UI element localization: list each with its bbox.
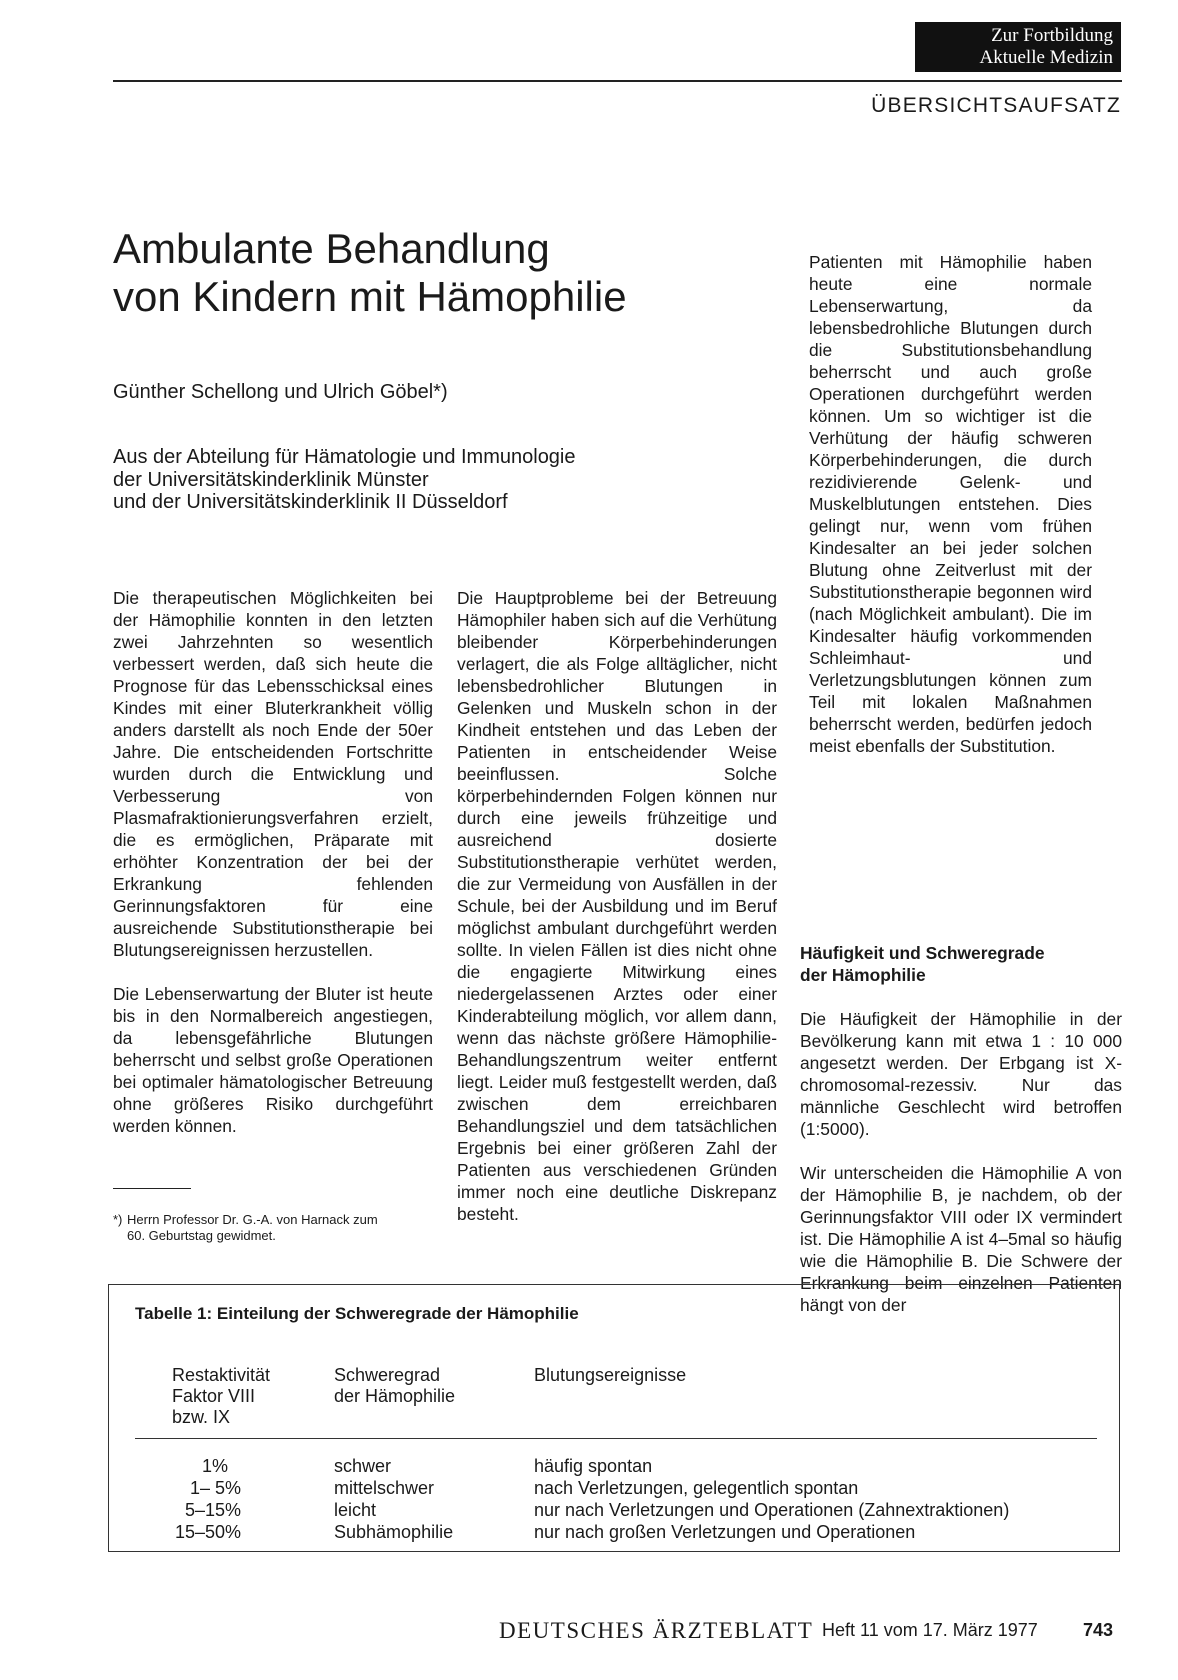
- issue-info: Heft 11 vom 17. März 1977: [822, 1620, 1038, 1640]
- activity-cell: 5–15%: [184, 1500, 241, 1520]
- activity-cell: 1– 5%: [189, 1478, 241, 1498]
- grade-cell: leicht: [334, 1500, 377, 1520]
- rubric-line-1: Zur Fortbildung: [991, 25, 1113, 46]
- affiliation: [113, 446, 576, 514]
- paragraph: Wir unterscheiden die Hämophilie A von der Hämophilie B, je nachdem, ob der Gerinnungsfaktor VIII oder IX vermindert ist. Die Hämophilie A ist 4–5mal so häufig wie die Hämophilie B. Die Schwere der Erkrankung beim einzelnen Patienten hängt von der: [800, 1163, 1122, 1315]
- section-heading: [800, 942, 1122, 986]
- table-row: [0, 1477, 1178, 1499]
- body-column-2: [457, 587, 777, 1225]
- table-rule: [135, 1438, 1097, 1439]
- body-column-4: [800, 942, 1122, 1316]
- paragraph: Die Lebenserwartung der Bluter ist heute bis in den Normalbereich angestiegen, da lebensgefährliche Blutungen beherrscht und selbst große Operationen bei optimaler hämatologischer Betreuung ohne größeres Risiko durchgeführt werden können.: [113, 984, 433, 1136]
- title-line-1: Ambulante Behandlung: [113, 225, 550, 272]
- section-label: ÜBERSICHTSAUFSATZ: [871, 94, 1121, 117]
- paragraph: Die Häufigkeit der Hämophilie in der Bevölkerung kann mit etwa 1 : 10 000 angesetzt werden. Der Erbgang ist X-chromosomal-rezessiv. Nur das männliche Geschlecht wird betroffen (1:5000).: [800, 1009, 1122, 1139]
- footnote-marker: *): [113, 1212, 123, 1227]
- activity-cell: 15–50%: [174, 1522, 241, 1542]
- summary-column: [809, 251, 1092, 757]
- rubric-badge: [915, 22, 1121, 72]
- paragraph: Die Hauptprobleme bei der Betreuung Hämophiler haben sich auf die Verhütung bleibender Körperbehinderungen verlagert, die als Folge alltäglicher, nicht lebensbedrohlicher Blutungen in Gelenken und Muskeln schon in der Kindheit entstehen und das Leben der Patienten in entscheidender Weise beeinflussen. Solche körperbehindernden Folgen können nur durch eine jeweils frühzeitige und ausreichend dosierte Substitutionstherapie verhütet werden, die zur Vermeidung von Ausfällen in der Schule, bei der Ausbildung und im Beruf möglichst ambulant durchgeführt werden sollte. In vielen Fällen ist dies nicht ohne die engagierte Mitwirkung eines niedergelassenen Arztes oder einer Kinderabteilung möglich, vor allem dann, wenn das nächste größere Hämophilie-Behandlungszentrum weiter entfernt liegt. Leider muß festgestellt werden, daß zwischen dem erreichbaren Behandlungsziel und dem tatsächlichen Ergebnis bei einer größeren Zahl der Patienten aus verschiedenen Gründen immer noch eine deutliche Diskrepanz besteht.: [457, 588, 777, 1224]
- header-line: Faktor VIII: [172, 1386, 256, 1406]
- table-row: [0, 1499, 1178, 1521]
- grade-cell: schwer: [334, 1456, 392, 1476]
- heading-line-1: Häufigkeit und Schweregrade: [800, 943, 1045, 963]
- events-cell: häufig spontan: [534, 1456, 653, 1476]
- journal-name: DEUTSCHES ÄRZTEBLATT: [499, 1618, 814, 1643]
- paragraph: Die therapeutischen Möglichkeiten bei der Hämophilie konnten in den letzten zwei Jahrzehnten so wesentlich verbessert werden, daß sich heute die Prognose für das Lebensschicksal eines Kindes mit einer Bluterkrankheit völlig anders darstellt als noch Ende der 50er Jahre. Die entscheidenden Fortschritte wurden durch die Entwicklung und Verbesserung von Plasmafraktionierungsverfahren erzielt, die es ermöglichen, Präparate mit erhöhter Konzentration der bei der Erkrankung fehlenden Gerinnungsfaktoren für eine ausreichende Substitutionstherapie bei Blutungsereignissen herzustellen.: [113, 588, 433, 960]
- footnote-line-1: Herrn Professor Dr. G.-A. von Harnack zum: [127, 1212, 378, 1227]
- page-number: 743: [1083, 1620, 1114, 1640]
- footnote-line-2: 60. Geburtstag gewidmet.: [127, 1228, 276, 1243]
- table-header-grade: [334, 1365, 455, 1407]
- rubric-line-2: Aktuelle Medizin: [979, 47, 1113, 68]
- events-cell: nur nach Verletzungen und Operationen (Zahnextraktionen): [534, 1500, 1010, 1520]
- header-rule: [113, 80, 1122, 82]
- table-row: [0, 1455, 1178, 1477]
- affiliation-line-2: der Universitätskinderklinik Münster: [113, 468, 429, 491]
- header-line: Restaktivität: [172, 1365, 271, 1385]
- authors: Günther Schellong und Ulrich Göbel*): [113, 381, 448, 403]
- events-cell: nach Verletzungen, gelegentlich spontan: [534, 1478, 859, 1498]
- activity-cell: 1%: [201, 1456, 228, 1476]
- affiliation-line-1: Aus der Abteilung für Hämatologie und Immunologie: [113, 446, 576, 468]
- body-column-1: [113, 587, 433, 1137]
- summary-paragraph: Patienten mit Hämophilie haben heute eine normale Lebenserwartung, da lebensbedrohliche Blutungen durch die Substitutionsbehandlung beherrscht und auch große Operationen durchgeführt werden können. Um so wichtiger ist die Verhütung der häufig schweren Körperbehinderungen, die durch rezidivierende Gelenk- und Muskelblutungen entstehen. Dies gelingt nur, wenn vom frühen Kindesalter an bei jeder solchen Blutung ohne Zeitverlust mit der Substitutionstherapie begonnen wird (nach Möglichkeit ambulant). Die im Kindesalter häufig vorkommenden Schleimhaut- und Verletzungsblutungen können zum Teil mit lokalen Maßnahmen beherrscht werden, bedürfen jedoch meist ebenfalls der Substitution.: [809, 252, 1092, 756]
- header-line: der Hämophilie: [334, 1386, 456, 1406]
- header-line: bzw. IX: [172, 1407, 231, 1427]
- header-line: Schweregrad: [334, 1365, 441, 1385]
- article-title: [113, 225, 627, 321]
- events-cell: nur nach großen Verletzungen und Operationen: [534, 1522, 916, 1542]
- affiliation-line-3: und der Universitätskinderklinik II Düsseldorf: [113, 491, 508, 513]
- grade-cell: Subhämophilie: [334, 1522, 454, 1542]
- table-header-activity: [172, 1365, 270, 1428]
- table-caption: Tabelle 1: Einteilung der Schweregrade der Hämophilie: [135, 1304, 579, 1323]
- heading-line-2: der Hämophilie: [800, 965, 926, 985]
- grade-cell: mittelschwer: [334, 1478, 435, 1498]
- table-row: [0, 1521, 1178, 1543]
- header-line: Blutungsereignisse: [534, 1365, 687, 1385]
- table-header-events: [534, 1365, 686, 1386]
- footnote: [113, 1212, 433, 1244]
- footnote-rule: [113, 1188, 191, 1189]
- title-line-2: von Kindern mit Hämophilie: [113, 273, 627, 320]
